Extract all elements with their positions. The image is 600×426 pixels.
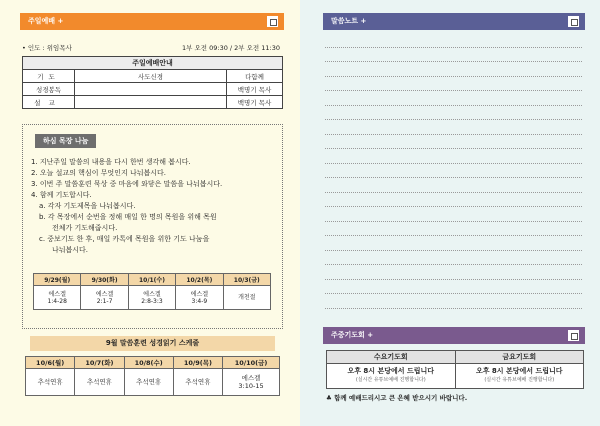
row-label: 설교 xyxy=(23,96,75,109)
note-line xyxy=(325,164,582,179)
note-line xyxy=(325,222,582,237)
meditation-date: 9/29(월) xyxy=(34,274,81,286)
meditation-date: 9/30(화) xyxy=(81,274,128,286)
prayer-header-fri: 금요기도회 xyxy=(455,351,584,364)
schedule-cell: 추석연휴 xyxy=(75,369,124,396)
schedule-date: 10/9(목) xyxy=(173,357,222,369)
note-line xyxy=(325,236,582,251)
note-line xyxy=(325,207,582,222)
schedule-date: 10/7(화) xyxy=(75,357,124,369)
document-icon xyxy=(267,16,278,27)
schedule-cell: 에스겔 3:10-15 xyxy=(223,369,280,396)
list-item: 전체가 기도해줍시다. xyxy=(52,224,118,232)
reading-schedule-table xyxy=(25,356,280,396)
row-content xyxy=(75,83,227,96)
meditation-table xyxy=(33,273,271,310)
list-item: 나눠봅시다. xyxy=(52,246,89,254)
prayer-cell xyxy=(455,364,584,389)
schedule-date: 10/6(월) xyxy=(26,357,75,369)
worship-order-table xyxy=(22,56,283,109)
prayer-cell xyxy=(327,364,456,389)
sermon-notes-header-title: 말씀노트 + xyxy=(331,17,367,25)
row-content: 사도신경 xyxy=(75,70,227,83)
list-item: c. 중보기도 한 후, 매일 카톡에 목원을 위한 기도 나눔을 xyxy=(39,235,210,243)
row-label: 성경봉독 xyxy=(23,83,75,96)
row-who: 백명기 목사 xyxy=(227,96,283,109)
document-icon xyxy=(568,16,579,27)
prayer-header-wed: 수요기도회 xyxy=(327,351,456,364)
note-line xyxy=(325,149,582,164)
row-who: 다함께 xyxy=(227,70,283,83)
weekday-prayer-header xyxy=(323,327,585,344)
meditation-cell: 에스겔 2:1-7 xyxy=(81,286,128,310)
note-line xyxy=(325,48,582,63)
meditation-date: 10/2(목) xyxy=(176,274,223,286)
sermon-notes-lines xyxy=(325,33,582,311)
worship-table-title: 주일예배안내 xyxy=(23,57,283,70)
list-item: a. 각자 기도제목을 나눠봅시다. xyxy=(39,202,136,210)
prayer-meeting-table xyxy=(326,350,584,389)
table-row xyxy=(23,96,283,109)
table-row xyxy=(23,70,283,83)
meditation-cell: 에스겔 3:4-9 xyxy=(176,286,223,310)
schedule-date: 10/8(수) xyxy=(124,357,173,369)
service-times: 1부 오전 09:30 / 2부 오전 11:30 xyxy=(182,44,280,52)
prayer-main-text: 오후 8시 본당에서 드립니다 xyxy=(347,367,435,375)
note-line xyxy=(325,251,582,266)
small-group-title: 하심 목장 나눔 xyxy=(35,134,96,148)
list-item: 2. 오늘 설교의 핵심이 무엇인지 나눠봅시다. xyxy=(31,169,166,177)
service-info xyxy=(22,43,280,52)
note-line xyxy=(325,33,582,48)
schedule-cell: 추석연휴 xyxy=(173,369,222,396)
note-line xyxy=(325,193,582,208)
sunday-worship-header xyxy=(20,13,284,30)
service-leader: • 인도 : 위임목사 xyxy=(22,44,72,52)
meditation-cell: 에스겔 1:4-28 xyxy=(34,286,81,310)
sunday-worship-header-title: 주일예배 + xyxy=(28,17,64,25)
note-line xyxy=(325,265,582,280)
note-line xyxy=(325,135,582,150)
note-line xyxy=(325,62,582,77)
list-item: 4. 함께 기도합시다. xyxy=(31,191,92,199)
note-line xyxy=(325,106,582,121)
schedule-title: 9월 말씀훈련 성경읽기 스케줄 xyxy=(30,336,275,351)
list-item: 3. 이번 주 말씀훈련 묵상 중 마음에 와닿은 말씀을 나눠봅시다. xyxy=(31,180,223,188)
table-row xyxy=(23,83,283,96)
meditation-date: 10/1(수) xyxy=(128,274,175,286)
weekday-prayer-header-title: 주중기도회 + xyxy=(331,331,374,339)
sermon-notes-header xyxy=(323,13,585,30)
row-content xyxy=(75,96,227,109)
note-line xyxy=(325,178,582,193)
list-item: b. 각 목장에서 순번을 정해 매일 한 명의 목원을 위해 목원 xyxy=(39,213,217,221)
list-item: 1. 지난주일 말씀의 내용을 다시 한번 생각해 봅시다. xyxy=(31,158,191,166)
row-label: 기도 xyxy=(23,70,75,83)
meditation-cell: 개천절 xyxy=(223,286,270,310)
meditation-cell: 에스겔 2:8-3:3 xyxy=(128,286,175,310)
schedule-date: 10/10(금) xyxy=(223,357,280,369)
note-line xyxy=(325,120,582,135)
row-who: 백명기 목사 xyxy=(227,83,283,96)
schedule-cell: 추석연휴 xyxy=(26,369,75,396)
prayer-main-text: 오후 8시 본당에서 드립니다 xyxy=(475,367,563,375)
small-group-list xyxy=(31,157,279,256)
prayer-footnote: ♣ 함께 예배드리시고 큰 은혜 받으시기 바랍니다. xyxy=(326,394,468,402)
meditation-date: 10/3(금) xyxy=(223,274,270,286)
prayer-sub-text: (실시간 유튜브예배 진행합니다) xyxy=(484,377,555,383)
note-line xyxy=(325,91,582,106)
note-line xyxy=(325,294,582,309)
prayer-sub-text: (실시간 유튜브예배 진행합니다) xyxy=(355,377,426,383)
schedule-cell: 추석연휴 xyxy=(124,369,173,396)
note-line xyxy=(325,280,582,295)
note-line xyxy=(325,77,582,92)
document-icon xyxy=(568,330,579,341)
